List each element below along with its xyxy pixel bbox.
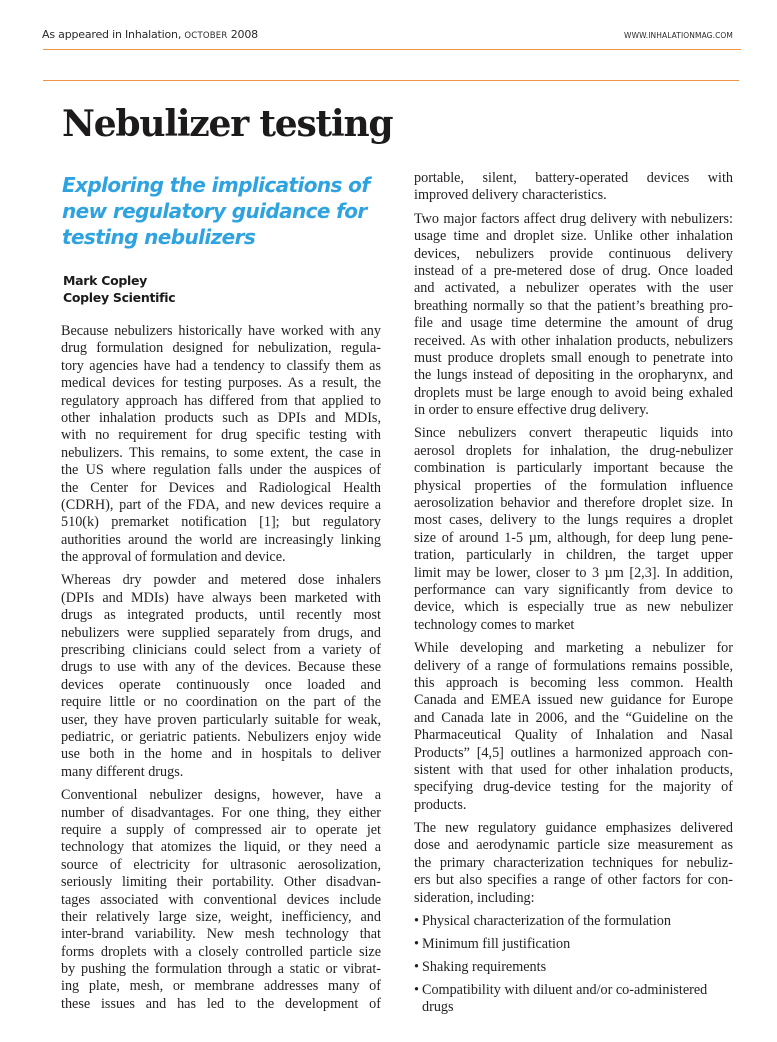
bullet-item	[414, 913, 733, 930]
text-line: The new regulatory guidance emphasizes delivered	[414, 820, 733, 837]
text-line: seriously limiting their portability. Other disadvan-	[61, 874, 381, 891]
text-line: file and usage time determine the amount of drug	[414, 315, 733, 332]
source-prefix: As appeared in Inhalation,	[42, 28, 185, 41]
text-line: pediatric, or geriatric patients. Nebulizers enjoy wide	[61, 728, 381, 745]
bullet-item	[414, 959, 733, 976]
text-line: inter-brand variability. New mesh technology that	[61, 926, 381, 943]
text-line: forms droplets with a closely controlled particle size	[61, 943, 381, 960]
text-line: usage time and droplet size. Unlike other inhalation	[414, 228, 733, 245]
text-line: device, which is especially true as new nebulizer	[414, 599, 733, 616]
source-year: 2008	[227, 28, 258, 41]
bullet-icon: •	[414, 981, 419, 998]
text-line: drugs	[422, 999, 454, 1016]
text-line: the primary characterization techniques for nebuliz-	[414, 854, 733, 871]
text-line: require little or no coordination on the part of the	[61, 694, 381, 711]
paragraph	[414, 211, 733, 420]
bullet-icon: •	[414, 935, 419, 952]
text-line: must produce droplets small enough to penetrate into	[414, 349, 733, 366]
text-line: received. As with other inhalation products, nebulizers	[414, 332, 733, 349]
subtitle-line: testing nebulizers	[62, 225, 256, 249]
text-line: nebulizers. This remains, to some extent, the case in	[61, 444, 381, 461]
text-line: (CDRH), part of the FDA, and new devices require a	[61, 496, 381, 513]
text-line: devices, nebulizers provide continuous delivery	[414, 245, 733, 262]
bullet-icon: •	[414, 913, 419, 930]
text-line: tory agencies have had a tendency to classify them as	[61, 357, 381, 374]
text-line: many different drugs.	[61, 763, 184, 780]
text-line: drug formulation designed for nebulization, regula-	[61, 340, 381, 357]
text-line: medical devices for testing purposes. As a result, the	[61, 375, 381, 392]
text-line: Pharmaceutical Quality of Inhalation and Nasal	[414, 727, 733, 744]
right-column	[414, 170, 733, 1022]
text-line: most cases, delivery to the lungs requires a droplet	[414, 512, 733, 529]
text-line: Minimum fill justification	[422, 935, 571, 952]
text-line: breathing normally so that the patient’s breathing pro-	[414, 297, 733, 314]
bullet-list	[414, 913, 733, 1016]
header-rule-top-extended	[43, 49, 741, 50]
text-line: ing plate, mesh, or membrane addresses many of	[61, 978, 381, 995]
text-line: Products” [4,5] outlines a harmonized approach con-	[414, 744, 733, 761]
text-line: Physical characterization of the formulation	[422, 913, 671, 930]
text-line: and activated, a nebulizer operates with the user	[414, 280, 733, 297]
text-line: Because nebulizers historically have worked with any	[61, 323, 381, 339]
text-line: prescribing clinicians could select from a variety of	[61, 642, 381, 659]
header-rule-bottom	[43, 80, 739, 81]
paragraph	[414, 170, 733, 205]
text-line: by pushing the formulation through a static or vibrat-	[61, 961, 381, 978]
text-line: limit may be lower, closer to 3 µm [2,3]. In addition,	[414, 564, 733, 581]
text-line: droplets must be large enough to avoid being exhaled	[414, 384, 733, 401]
text-line: authorities around the world are increasingly linking	[61, 531, 381, 548]
article-title: Nebulizer testing	[62, 103, 393, 145]
text-line: specifying drug-device testing for the majority of	[414, 779, 733, 796]
subtitle-line: new regulatory guidance for	[62, 199, 367, 223]
text-line: improved delivery characteristics.	[414, 187, 607, 204]
text-line: aerosol droplets for inhalation, the drug-nebulizer	[414, 442, 733, 459]
text-line: tration, particularly in children, the target upper	[414, 547, 733, 564]
text-line: combination is particularly important because the	[414, 460, 733, 477]
text-line: require a supply of compressed air to operate jet	[61, 821, 381, 838]
paragraph	[414, 640, 733, 814]
text-line: the Center for Devices and Radiological Health	[61, 479, 381, 496]
text-line: other inhalation products such as DPIs and MDIs,	[61, 409, 381, 426]
bullet-item	[414, 982, 733, 1017]
text-line: number of disadvantages. For one thing, they either	[61, 804, 381, 821]
text-line: the approval of formulation and device.	[61, 549, 286, 566]
text-line: Conventional nebulizer designs, however, have a	[61, 787, 381, 804]
text-line: drugs to use with any of the devices. Because these	[61, 659, 381, 676]
text-line: portable, silent, battery-operated devices with	[414, 170, 733, 186]
text-line: products.	[414, 796, 467, 813]
text-line: user, they have proven particularly suitable for weak,	[61, 711, 381, 728]
text-line: devices operate continuously once loaded and	[61, 676, 381, 693]
paragraph	[414, 425, 733, 634]
text-line: (DPIs and MDIs) have always been marketed with	[61, 589, 381, 606]
text-line: Two major factors affect drug delivery with nebulizers:	[414, 210, 733, 227]
text-line: and Canada late in 2006, and the “Guideline on the	[414, 709, 733, 726]
text-line: 510(k) premarket notification [1]; but regulatory	[61, 514, 381, 531]
text-line: Whereas dry powder and metered dose inhalers	[61, 572, 381, 589]
text-line: dose and aerodynamic particle size measurement as	[414, 837, 733, 854]
paragraph	[61, 323, 381, 566]
text-line: regulatory approach has differed from that applied to	[61, 392, 381, 409]
text-line: delivery of a range of formulations remains possible,	[414, 657, 733, 674]
text-line: nebulizers were supplied separately from drugs, and	[61, 624, 381, 641]
paragraph	[414, 820, 733, 907]
text-line: with no requirement for drug specific testing with	[61, 427, 381, 444]
text-line: physical properties of the formulation influence	[414, 477, 733, 494]
text-line: Shaking requirements	[422, 958, 547, 975]
source-month: OCTOBER	[184, 31, 228, 41]
text-line: Canada and EMEA issued new guidance for Europe	[414, 692, 733, 709]
text-line: aerosolization behavior and therefore droplet size. In	[414, 495, 733, 512]
text-line: this approach is becoming less common. Health	[414, 674, 733, 691]
left-column	[61, 323, 381, 1019]
text-line: While developing and marketing a nebulizer for	[414, 640, 733, 657]
text-line: their relatively large size, weight, inefficiency, and	[61, 908, 381, 925]
paragraph	[61, 572, 381, 781]
text-line: size of around 1-5 µm, although, for deep lung pene-	[414, 529, 733, 546]
source-line	[42, 28, 258, 41]
text-line: technology comes to market	[414, 616, 575, 633]
author-name: Mark Copley	[63, 273, 148, 288]
text-line: source of electricity for ultrasonic aerosolization,	[61, 856, 381, 873]
text-line: drugs as integrated products, until recently most	[61, 607, 381, 624]
text-line: sistent with that used for other inhalation products,	[414, 761, 733, 778]
text-line: these issues and has led to the development of	[61, 995, 381, 1012]
text-line: the lungs instead of depositing in the oropharynx, and	[414, 367, 733, 384]
text-line: instead of a pre-metered dose of drug. Once loaded	[414, 262, 733, 279]
paragraph	[61, 787, 381, 1013]
article-subtitle	[62, 172, 392, 250]
bullet-icon: •	[414, 958, 419, 975]
author-block	[63, 272, 175, 306]
subtitle-line: Exploring the implications of	[62, 173, 370, 197]
bullet-item	[414, 936, 733, 953]
text-line: Compatibility with diluent and/or co-administered	[422, 981, 708, 998]
text-line: ers but also specifies a range of other factors for con-	[414, 872, 733, 889]
author-affiliation: Copley Scientific	[63, 290, 176, 305]
text-line: performance can vary significantly from device to	[414, 581, 733, 598]
text-line: the US where regulation falls under the auspices of	[61, 462, 381, 479]
text-line: sideration, including:	[414, 889, 535, 906]
text-line: Since nebulizers convert therapeutic liquids into	[414, 425, 733, 442]
text-line: technology that atomizes the liquid, or they need a	[61, 839, 381, 856]
text-line: in order to ensure effective drug delivery.	[414, 402, 649, 419]
text-line: use both in the home and in hospitals to deliver	[61, 746, 381, 763]
text-line: tages associated with conventional devices include	[61, 891, 381, 908]
website-url: WWW.INHALATIONMAG.COM	[624, 31, 733, 40]
